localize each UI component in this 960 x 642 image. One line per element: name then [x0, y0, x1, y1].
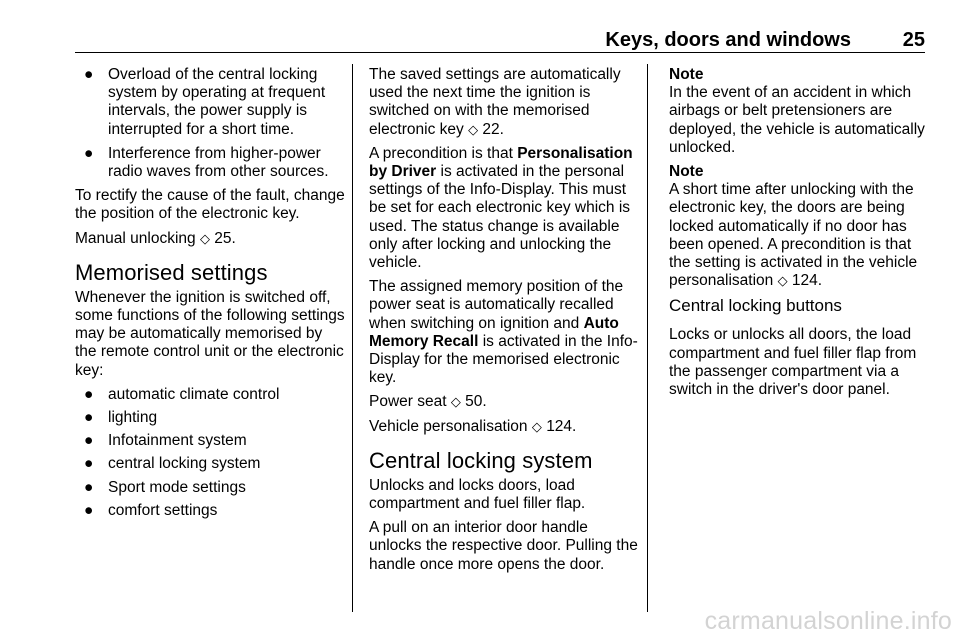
list-item: ● Interference from higher-power radio waves from other sources.: [84, 144, 329, 181]
heading-memorised-settings: Memorised settings: [75, 259, 268, 285]
paragraph: Whenever the ignition is switched off, some functions of the following settings may be automatically memorised by the remote control unit or the electronic key:: [75, 288, 345, 379]
column-2: [369, 66, 641, 580]
cross-reference[interactable]: 124.: [791, 272, 823, 290]
section-title: Keys, doors and windows: [605, 29, 851, 51]
paragraph: The assigned memory position of the power seat is automatically recalled when switching on ignition and Auto Memory Recall is activated in the Info-Display for the memorised electronic key.: [369, 278, 638, 387]
page-reference-icon: ◇: [531, 418, 542, 434]
note-label: Note: [669, 66, 704, 83]
column-3: [669, 66, 931, 405]
page-reference-icon: ◇: [450, 394, 461, 410]
setting-name: Auto Memory Recall: [369, 314, 619, 350]
list-item: ● automatic climate control: [84, 385, 280, 403]
paragraph: Unlocks and locks doors, load compartment and fuel filler flap.: [369, 476, 586, 513]
cross-reference[interactable]: 22.: [482, 120, 504, 138]
paragraph: To rectify the cause of the fault, change the position of the electronic key.: [75, 187, 345, 223]
note-box: Note A short time after unlocking with the electronic key, the doors are being locked automatically if no door has been opened. A precondition is that the setting is activated in the vehicle personalisation ◇ 124.: [669, 163, 931, 290]
page-header: [75, 0, 925, 53]
bullet-icon: ●: [84, 409, 94, 427]
cross-reference[interactable]: Vehicle personalisation ◇ 124.: [369, 417, 577, 435]
bullet-icon: ●: [84, 432, 94, 450]
cross-reference[interactable]: Manual unlocking ◇ 25.: [75, 229, 236, 247]
paragraph: Locks or unlocks all doors, the load compartment and fuel filler flap from the passenger compartment via a switch in the driver's door panel.: [669, 326, 917, 399]
bullet-icon: ●: [84, 385, 94, 403]
heading-central-locking-system: Central locking system: [369, 447, 593, 473]
note-box: Note In the event of an accident in which airbags or belt pretensioners are deployed, the vehicle is automatically unlocked.: [669, 66, 931, 157]
bullet-icon: ●: [84, 501, 94, 519]
column-divider: [647, 64, 648, 612]
bullet-icon: ●: [84, 455, 94, 473]
page-reference-icon: ◇: [199, 230, 210, 246]
cross-reference[interactable]: Power seat ◇ 50.: [369, 393, 487, 411]
paragraph: A precondition is that Personalisation by Driver is activated in the personal settings of the Info-Display. This must be set for each electronic key which is used. The status change is available only after locking and unlocking the vehicle.: [369, 144, 633, 272]
list-item: ● comfort settings: [84, 501, 218, 519]
column-divider: [352, 64, 353, 612]
heading-central-locking-buttons: Central locking buttons: [669, 296, 842, 316]
setting-name: Personalisation by Driver: [369, 144, 633, 181]
bullet-icon: ●: [84, 144, 94, 162]
list-item: ● Sport mode settings: [84, 478, 246, 496]
column-1: [75, 66, 347, 525]
paragraph: The saved settings are automatically used the next time the ignition is switched on with the memorised electronic key ◇ 22.: [369, 66, 621, 138]
watermark: carmanualsonline.info: [704, 607, 952, 635]
list-item: ● lighting: [84, 409, 158, 427]
note-label: Note: [669, 163, 704, 181]
list-item: ● central locking system: [84, 455, 261, 473]
bullet-icon: ●: [84, 478, 94, 496]
page-number: 25: [902, 29, 925, 51]
paragraph: A pull on an interior door handle unlocks the respective door. Pulling the handle once more opens the door.: [369, 519, 638, 573]
list-item: ● Overload of the central locking system by operating at frequent intervals, the power supply is interrupted for a short time.: [84, 66, 326, 138]
page-reference-icon: ◇: [468, 121, 479, 137]
list-item: ● Infotainment system: [84, 432, 247, 450]
bullet-icon: ●: [84, 66, 94, 83]
page-reference-icon: ◇: [777, 273, 788, 289]
